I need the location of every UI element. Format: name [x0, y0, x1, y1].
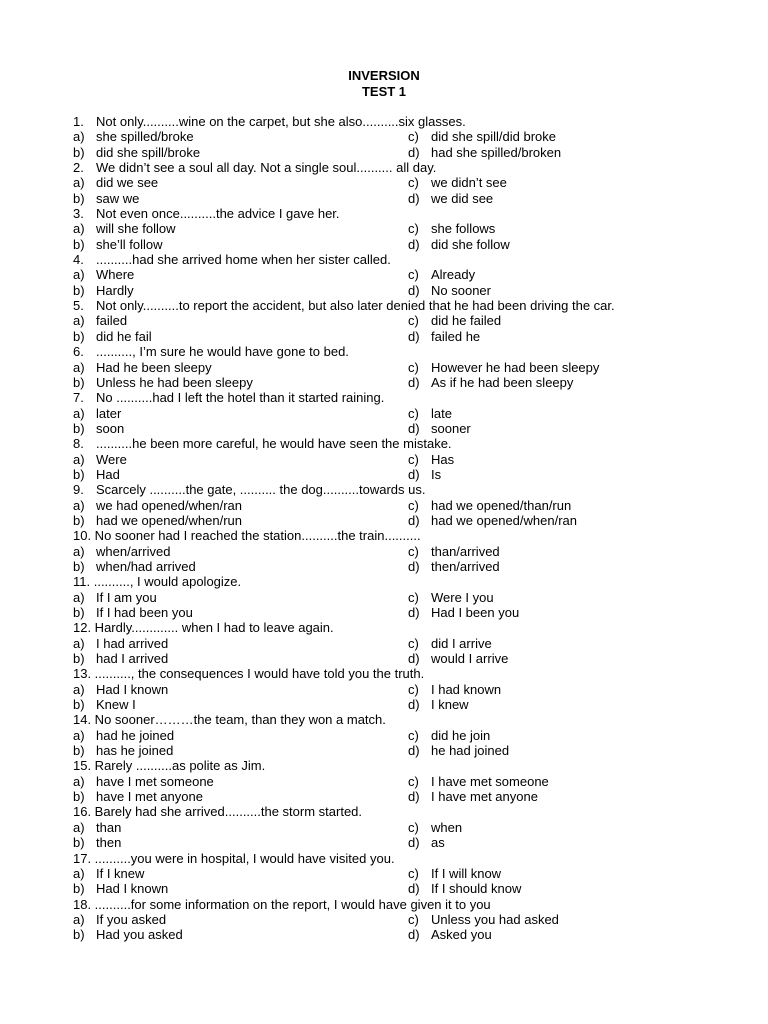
- question-stem-row: [73, 528, 713, 543]
- option-letter: d): [408, 835, 420, 851]
- option-text: I have met anyone: [431, 789, 538, 805]
- option-row: [73, 590, 713, 605]
- option-letter: c): [408, 819, 419, 835]
- option-text: Asked you: [431, 927, 492, 943]
- option-row: [73, 728, 713, 743]
- option-row: [73, 651, 713, 666]
- option-letter: d): [408, 374, 420, 390]
- option-letter: c): [408, 911, 419, 927]
- question-stem-row: [73, 897, 713, 912]
- option-text: has he joined: [96, 743, 174, 759]
- option-letter: a): [73, 451, 85, 467]
- option-letter: c): [408, 543, 419, 559]
- option-row: [73, 375, 713, 390]
- option-text: Were: [96, 451, 127, 467]
- question-text: We didn’t see a soul all day. Not a single soul.......... all day.: [96, 160, 437, 176]
- question-text: Not only..........to report the accident, but also later denied that he had been driving the car.: [96, 298, 615, 314]
- question-text: 16. Barely had she arrived..........the storm started.: [73, 804, 363, 820]
- option-row: [73, 513, 713, 528]
- question-text: 13. .........., the consequences I would have told you the truth.: [73, 666, 425, 682]
- option-text: If I am you: [96, 589, 157, 605]
- question-stem-row: [73, 666, 713, 681]
- option-text: No sooner: [431, 282, 491, 298]
- option-text: Had I known: [96, 881, 169, 897]
- option-text: have I met someone: [96, 773, 214, 789]
- option-text: he had joined: [431, 743, 510, 759]
- option-letter: d): [408, 881, 420, 897]
- option-text: she spilled/broke: [96, 129, 194, 145]
- option-letter: d): [408, 282, 420, 298]
- option-text: then/arrived: [431, 558, 500, 574]
- option-text: Already: [431, 267, 476, 283]
- option-letter: a): [73, 681, 85, 697]
- option-text: If you asked: [96, 911, 167, 927]
- question-stem-row: [73, 344, 713, 359]
- option-row: [73, 743, 713, 758]
- option-letter: c): [408, 267, 419, 283]
- option-text: Had: [96, 466, 120, 482]
- option-text: would I arrive: [431, 651, 509, 667]
- option-text: I have met someone: [431, 773, 549, 789]
- option-text: I knew: [431, 697, 469, 713]
- option-row: [73, 927, 713, 942]
- option-letter: a): [73, 635, 85, 651]
- option-letter: b): [73, 881, 85, 897]
- option-letter: b): [73, 789, 85, 805]
- option-text: Had you asked: [96, 927, 183, 943]
- question-text: 12. Hardly............. when I had to leave again.: [73, 620, 334, 636]
- question-number: 2.: [73, 160, 84, 176]
- title-block: [0, 68, 768, 100]
- option-letter: b): [73, 558, 85, 574]
- question-text: Scarcely ..........the gate, .......... the dog..........towards us.: [96, 482, 426, 498]
- option-text: did I arrive: [431, 635, 492, 651]
- question-stem-row: [73, 804, 713, 819]
- option-letter: c): [408, 175, 419, 191]
- option-letter: b): [73, 236, 85, 252]
- option-letter: c): [408, 681, 419, 697]
- option-row: [73, 636, 713, 651]
- option-text: I had arrived: [96, 635, 169, 651]
- option-text: had she spilled/broken: [431, 144, 562, 160]
- option-text: we had opened/when/ran: [96, 497, 243, 513]
- option-letter: d): [408, 789, 420, 805]
- option-letter: d): [408, 927, 420, 943]
- question-stem-row: [73, 851, 713, 866]
- question-number: 5.: [73, 298, 84, 314]
- option-row: [73, 283, 713, 298]
- option-text: had we opened/than/run: [431, 497, 572, 513]
- option-text: have I met anyone: [96, 789, 203, 805]
- question-number: 9.: [73, 482, 84, 498]
- option-letter: c): [408, 865, 419, 881]
- option-letter: c): [408, 221, 419, 237]
- question-stem-row: [73, 206, 713, 221]
- option-text: when: [431, 819, 463, 835]
- option-text: she’ll follow: [96, 236, 163, 252]
- question-text: ..........he been more careful, he would have seen the mistake.: [96, 436, 452, 452]
- option-letter: a): [73, 543, 85, 559]
- option-letter: a): [73, 497, 85, 513]
- option-text: we did see: [431, 190, 494, 206]
- option-text: failed: [96, 313, 128, 329]
- option-letter: a): [73, 221, 85, 237]
- option-text: Knew I: [96, 697, 136, 713]
- option-text: did he failed: [431, 313, 502, 329]
- option-text: had I arrived: [96, 651, 169, 667]
- option-text: later: [96, 405, 122, 421]
- option-row: [73, 267, 713, 282]
- option-letter: b): [73, 328, 85, 344]
- option-text: Hardly: [96, 282, 134, 298]
- option-text: Had I been you: [431, 605, 520, 620]
- option-letter: c): [408, 359, 419, 375]
- question-number: 7.: [73, 390, 84, 406]
- option-text: we didn’t see: [431, 175, 507, 191]
- option-text: Had I known: [96, 681, 169, 697]
- option-text: If I had been you: [96, 605, 193, 620]
- option-row: [73, 544, 713, 559]
- option-letter: c): [408, 405, 419, 421]
- option-letter: d): [408, 651, 420, 667]
- option-row: [73, 605, 713, 620]
- option-text: did she spill/broke: [96, 144, 201, 160]
- option-text: Unless you had asked: [431, 911, 559, 927]
- option-letter: d): [408, 697, 420, 713]
- question-stem-row: [73, 482, 713, 497]
- option-row: [73, 866, 713, 881]
- option-text: Has: [431, 451, 455, 467]
- option-text: failed he: [431, 328, 481, 344]
- option-text: I had known: [431, 681, 502, 697]
- question-stem-row: [73, 758, 713, 773]
- option-text: she follows: [431, 221, 496, 237]
- option-letter: c): [408, 313, 419, 329]
- option-row: [73, 360, 713, 375]
- option-text: when/had arrived: [96, 558, 196, 574]
- option-letter: a): [73, 589, 85, 605]
- option-text: will she follow: [96, 221, 176, 237]
- option-letter: a): [73, 359, 85, 375]
- question-stem-row: [73, 160, 713, 175]
- option-letter: c): [408, 635, 419, 651]
- option-letter: d): [408, 743, 420, 759]
- option-text: If I knew: [96, 865, 145, 881]
- option-letter: d): [408, 328, 420, 344]
- option-letter: b): [73, 651, 85, 667]
- question-text: 17. ..........you were in hospital, I would have visited you.: [73, 850, 395, 866]
- option-row: [73, 221, 713, 236]
- option-letter: d): [408, 558, 420, 574]
- option-text: If I should know: [431, 881, 522, 897]
- option-text: Were I you: [431, 589, 494, 605]
- option-text: did she spill/did broke: [431, 129, 557, 145]
- option-text: as: [431, 835, 445, 851]
- option-letter: b): [73, 835, 85, 851]
- question-number: 3.: [73, 206, 84, 222]
- option-row: [73, 329, 713, 344]
- question-number: 4.: [73, 252, 84, 268]
- option-letter: a): [73, 405, 85, 421]
- option-letter: c): [408, 727, 419, 743]
- option-text: soon: [96, 420, 125, 436]
- option-text: than/arrived: [431, 543, 500, 559]
- option-letter: d): [408, 190, 420, 206]
- option-letter: b): [73, 927, 85, 943]
- option-letter: a): [73, 727, 85, 743]
- option-row: [73, 559, 713, 574]
- question-number: 6.: [73, 344, 84, 360]
- option-text: did she follow: [431, 236, 510, 252]
- option-text: Where: [96, 267, 135, 283]
- option-text: then: [96, 835, 122, 851]
- option-text: did he fail: [96, 328, 152, 344]
- option-text: Had he been sleepy: [96, 359, 212, 375]
- question-stem-row: [73, 298, 713, 313]
- option-letter: a): [73, 865, 85, 881]
- question-list: [73, 114, 713, 943]
- question-text: ..........had she arrived home when her sister called.: [96, 252, 391, 268]
- option-text: did he join: [431, 727, 491, 743]
- option-row: [73, 129, 713, 144]
- option-row: [73, 406, 713, 421]
- option-text: had he joined: [96, 727, 175, 743]
- option-letter: b): [73, 144, 85, 160]
- question-text: 18. ..........for some information on the report, I would have given it to you: [73, 896, 491, 912]
- option-row: [73, 774, 713, 789]
- question-text: 14. No sooner………the team, than they won a match.: [73, 712, 386, 728]
- option-letter: b): [73, 743, 85, 759]
- option-letter: b): [73, 190, 85, 206]
- option-letter: d): [408, 420, 420, 436]
- question-stem-row: [73, 390, 713, 405]
- option-row: [73, 175, 713, 190]
- question-stem-row: [73, 620, 713, 635]
- question-text: .........., I’m sure he would have gone to bed.: [96, 344, 349, 360]
- option-row: [73, 682, 713, 697]
- option-letter: a): [73, 267, 85, 283]
- option-letter: d): [408, 144, 420, 160]
- option-text: had we opened/when/run: [96, 512, 243, 528]
- question-stem-row: [73, 436, 713, 451]
- option-row: [73, 467, 713, 482]
- question-text: Not only..........wine on the carpet, but she also..........six glasses.: [96, 114, 466, 129]
- option-row: [73, 452, 713, 467]
- option-letter: b): [73, 512, 85, 528]
- option-letter: a): [73, 819, 85, 835]
- option-row: [73, 421, 713, 436]
- question-stem-row: [73, 252, 713, 267]
- option-text: Is: [431, 466, 442, 482]
- option-letter: b): [73, 420, 85, 436]
- option-letter: a): [73, 175, 85, 191]
- question-stem-row: [73, 114, 713, 129]
- option-letter: c): [408, 589, 419, 605]
- page-subtitle: TEST 1: [361, 84, 407, 99]
- option-text: If I will know: [431, 865, 502, 881]
- page-title: INVERSION: [348, 68, 420, 83]
- question-text: 15. Rarely ..........as polite as Jim.: [73, 758, 266, 774]
- option-letter: b): [73, 374, 85, 390]
- option-text: However he had been sleepy: [431, 359, 600, 375]
- option-text: As if he had been sleepy: [431, 374, 574, 390]
- question-number: 8.: [73, 436, 84, 452]
- option-letter: a): [73, 911, 85, 927]
- option-row: [73, 498, 713, 513]
- option-row: [73, 835, 713, 850]
- option-letter: d): [408, 466, 420, 482]
- option-row: [73, 820, 713, 835]
- option-text: when/arrived: [96, 543, 171, 559]
- question-stem-row: [73, 574, 713, 589]
- option-letter: b): [73, 697, 85, 713]
- option-letter: b): [73, 605, 85, 620]
- option-row: [73, 912, 713, 927]
- option-text: sooner: [431, 420, 471, 436]
- option-text: saw we: [96, 190, 140, 206]
- question-stem-row: [73, 712, 713, 727]
- option-row: [73, 191, 713, 206]
- option-text: late: [431, 405, 452, 421]
- option-letter: b): [73, 282, 85, 298]
- option-letter: a): [73, 129, 85, 145]
- option-row: [73, 237, 713, 252]
- option-text: Unless he had been sleepy: [96, 374, 253, 390]
- option-letter: a): [73, 313, 85, 329]
- option-row: [73, 697, 713, 712]
- option-letter: b): [73, 466, 85, 482]
- option-row: [73, 145, 713, 160]
- question-text: Not even once..........the advice I gave her.: [96, 206, 340, 222]
- option-text: had we opened/when/ran: [431, 512, 578, 528]
- option-letter: c): [408, 773, 419, 789]
- option-letter: d): [408, 605, 420, 620]
- question-number: 1.: [73, 114, 84, 129]
- option-text: than: [96, 819, 122, 835]
- option-letter: c): [408, 497, 419, 513]
- question-text: 11. .........., I would apologize.: [73, 574, 242, 590]
- option-row: [73, 313, 713, 328]
- option-letter: a): [73, 773, 85, 789]
- option-letter: c): [408, 451, 419, 467]
- option-letter: d): [408, 512, 420, 528]
- option-text: did we see: [96, 175, 159, 191]
- option-letter: c): [408, 129, 419, 145]
- option-row: [73, 789, 713, 804]
- option-row: [73, 881, 713, 896]
- question-text: No ..........had I left the hotel than it started raining.: [96, 390, 385, 406]
- question-text: 10. No sooner had I reached the station..........the train..........: [73, 528, 421, 544]
- option-letter: d): [408, 236, 420, 252]
